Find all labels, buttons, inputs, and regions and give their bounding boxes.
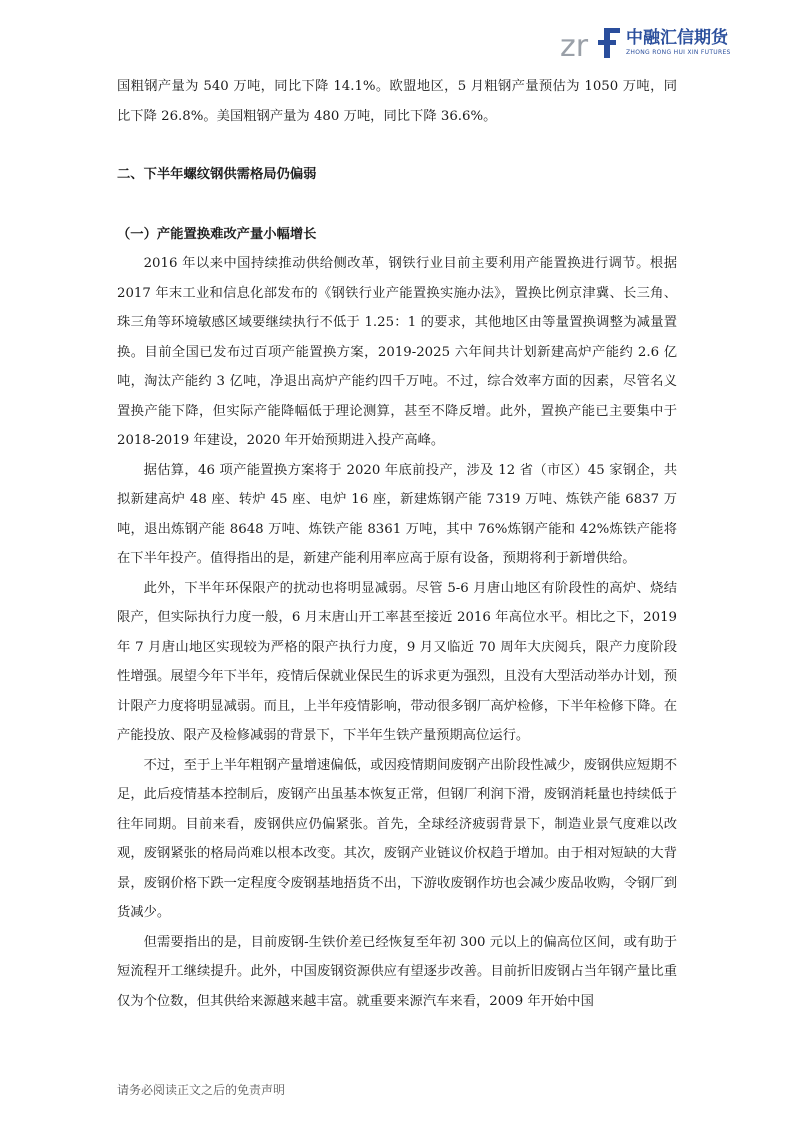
paragraph-5: 但需要指出的是，目前废钢-生铁价差已经恢复至年初 300 元以上的偏高位区间，或有助于短流程开工继续提升。此外，中国废钢资源供应有望逐步改善。目前折旧废钢占当年钢产量比重仅为个位数，但其供给来源越来越丰富。就重要来源汽车来看，2009 年开始中国 (117, 934, 677, 1009)
subsection-heading: （一）产能置换难改产量小幅增长 (117, 226, 317, 242)
document-body (117, 72, 677, 1016)
company-logo (560, 20, 775, 64)
paragraph-4: 不过，至于上半年粗钢产量增速偏低，或因疫情期间废钢产出阶段性减少，废钢供应短期不足，此后疫情基本控制后，废钢产出虽基本恢复正常，但钢厂利润下滑，废钢消耗量也持续低于往年同期。目前来看，废钢供应仍偏紧张。首先，全球经济疲弱背景下，制造业景气度难以改观，废钢紧张的格局尚难以根本改变。其次，废钢产业链议价权趋于增加。由于相对短缺的大背景，废钢价格下跌一定程度令废钢基地捂货不出，下游收废钢作坊也会减少废品收购，令钢厂到货减少。 (117, 757, 677, 920)
section-heading: 二、下半年螺纹钢供需格局仍偏弱 (117, 167, 317, 182)
svg-text:zr: zr (560, 29, 589, 62)
logo-english-name: ZHONG RONG HUI XIN FUTURES (626, 48, 731, 56)
paragraph-2: 据估算，46 项产能置换方案将于 2020 年底前投产，涉及 12 省（市区）45 家钢企，共拟新建高炉 48 座、转炉 45 座、电炉 16 座，新建炼钢产能 7319 万吨、炼铁产能 6837 万吨，退出炼钢产能 8648 万吨、炼铁产能 8361 万吨，其中 76%炼钢产能和 42%炼铁产能将在下半年投产。值得指出的是，新建产能利用率应高于原有设备，预期将利于新增供给。 (117, 462, 677, 566)
footer-disclaimer: 请务必阅读正文之后的免责声明 (117, 1083, 286, 1097)
paragraph-3: 此外，下半年环保限产的扰动也将明显减弱。尽管 5-6 月唐山地区有阶段性的高炉、烧结限产，但实际执行力度一般，6 月末唐山开工率甚至接近 2016 年高位水平。相比之下，2019 年 7 月唐山地区实现较为严格的限产执行力度，9 月又临近 70 周年大庆阅兵，限产力度阶段性增强。展望今年下半年，疫情后保就业保民生的诉求更为强烈，且没有大型活动举办计划，预计限产力度将明显减弱。而且，上半年疫情影响，带动很多钢厂高炉检修，下半年检修下降。在产能投放、限产及检修减弱的背景下，下半年生铁产量预期高位运行。 (117, 580, 677, 743)
paragraph-1: 2016 年以来中国持续推动供给侧改革，钢铁行业目前主要利用产能置换进行调节。根据 2017 年末工业和信息化部发布的《钢铁行业产能置换实施办法》，置换比例京津冀、长三角、珠三角等环境敏感区域要继续执行不低于 1.25：1 的要求，其他地区由等量置换调整为减量置换。目前全国已发布过百项产能置换方案，2019-2025 六年间共计划新建高炉产能约 2.6 亿吨，淘汰产能约 3 亿吨，净退出高炉产能约四千万吨。不过，综合效率方面的因素，尽管名义置换产能下降，但实际产能降幅低于理论测算，甚至不降反增。此外，置换产能已主要集中于 2018-2019 年建设，2020 年开始预期进入投产高峰。 (117, 256, 677, 448)
logo-mark-icon (560, 22, 622, 62)
intro-paragraph: 国粗钢产量为 540 万吨，同比下降 14.1%。欧盟地区，5 月粗钢产量预估为 1050 万吨，同比下降 26.8%。美国粗钢产量为 480 万吨，同比下降 36.6%。 (117, 79, 677, 124)
logo-chinese-name: 中融汇信期货 (626, 27, 728, 48)
